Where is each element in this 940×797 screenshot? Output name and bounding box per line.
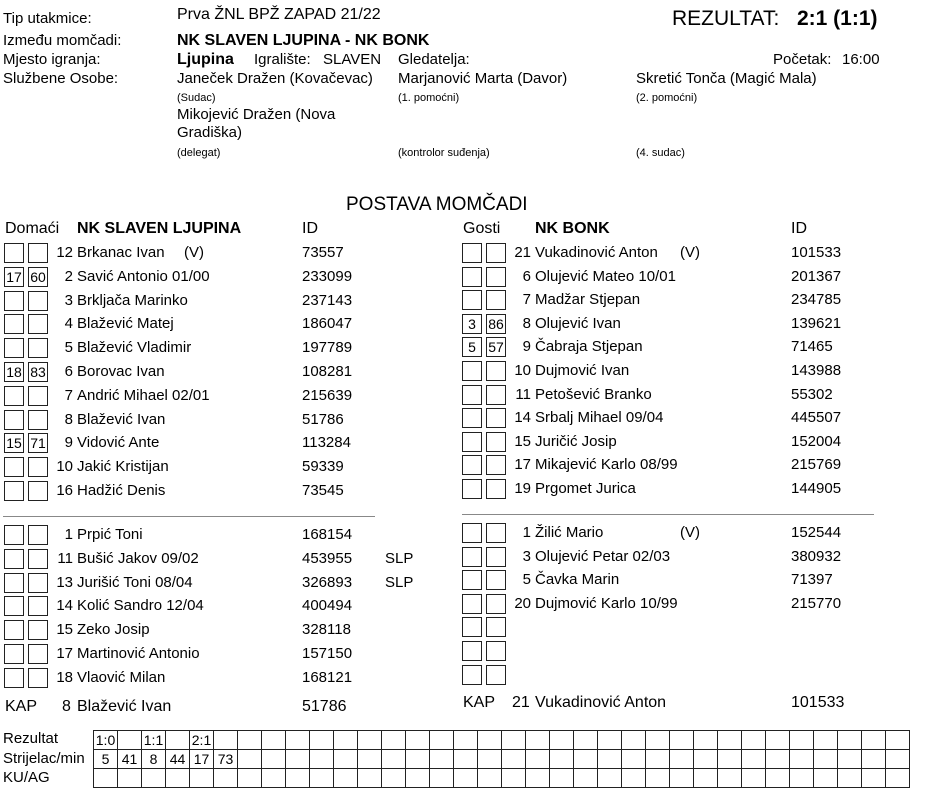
score-result-cell <box>742 731 766 750</box>
away-player-number: 6 <box>522 267 531 285</box>
score-scorer-cell <box>838 750 862 769</box>
home-minute-box-1: 18 <box>4 362 24 382</box>
score-kuag-cell <box>382 769 406 788</box>
score-scorer-cell <box>814 750 838 769</box>
away-player-number: 7 <box>522 291 531 309</box>
score-result-cell <box>622 731 646 750</box>
score-kuag-cell <box>142 769 166 788</box>
away-player-number: 15 <box>514 432 531 450</box>
home-player-number: 7 <box>64 386 73 404</box>
away-id-header: ID <box>791 220 807 237</box>
away-minute-box-1: 5 <box>462 337 482 357</box>
official-assistant1-name: Marjanović Marta (Davor) <box>398 70 568 87</box>
score-result-cell <box>430 731 454 750</box>
score-kuag-cell <box>478 769 502 788</box>
away-minute-box-1: 3 <box>462 314 482 334</box>
away-player-note: (V) <box>680 244 700 261</box>
home-captain-id: 51786 <box>302 698 347 715</box>
home-minute-box-1 <box>4 314 24 334</box>
away-player-number: 10 <box>514 362 531 379</box>
away-player-number: 9 <box>522 338 531 356</box>
away-player-name: Dujmović Ivan <box>535 362 630 379</box>
score-kuag-cell <box>190 769 214 788</box>
scoring-table <box>93 730 910 788</box>
home-minute-box-1 <box>4 668 24 688</box>
score-kuag-cell <box>766 769 790 788</box>
away-minute-box-1 <box>462 523 482 543</box>
score-scorer-cell <box>622 750 646 769</box>
score-scorer-cell <box>334 750 358 769</box>
teams: NK SLAVEN LJUPINA - NK BONK <box>177 32 430 49</box>
score-result-cell <box>838 731 862 750</box>
score-scorer-cell <box>862 750 886 769</box>
home-player-id: 186047 <box>302 315 353 333</box>
score-kuag-cell <box>670 769 694 788</box>
score-scorer-cell <box>430 750 454 769</box>
score-scorer-cell <box>766 750 790 769</box>
home-player-number: 9 <box>64 434 73 452</box>
score-result-cell <box>406 731 430 750</box>
spectators-label: Gledatelja: <box>398 51 470 68</box>
away-side-label: Gosti <box>463 220 501 237</box>
official-controller-role: (kontrolor suđenja) <box>398 147 490 159</box>
score-scorer-cell <box>262 750 286 769</box>
away-minute-box-1 <box>462 665 482 685</box>
home-player-id: 400494 <box>302 597 353 615</box>
away-player-name: Olujević Ivan <box>535 314 621 332</box>
score-scorer-cell <box>718 750 742 769</box>
home-player-name: Martinović Antonio <box>77 645 200 662</box>
official-delegate-name-2: Gradiška) <box>177 124 243 141</box>
score-result-cell <box>310 731 334 750</box>
away-player-name: Vukadinović Anton <box>535 244 658 261</box>
score-scorer-cell: 5 <box>94 750 118 769</box>
away-minute-box-1 <box>462 455 482 475</box>
home-player-id: 113284 <box>302 434 351 452</box>
score-result-cell <box>262 731 286 750</box>
home-player-id: 51786 <box>302 410 344 428</box>
home-captain-name: Blažević Ivan <box>77 698 172 715</box>
away-minute-box-1 <box>462 361 482 381</box>
official-assistant1-role: (1. pomoćni) <box>398 92 460 104</box>
away-player-id: 71465 <box>791 338 833 356</box>
away-player-id: 101533 <box>791 244 842 261</box>
score-result-cell <box>238 731 262 750</box>
home-player-extra: SLP <box>385 573 414 591</box>
home-id-header: ID <box>302 220 318 237</box>
score-kuag-cell <box>502 769 526 788</box>
away-minute-box-1 <box>462 570 482 590</box>
away-minute-box-1 <box>462 594 482 614</box>
start-time: 16:00 <box>842 51 880 68</box>
home-player-name: Blažević Vladimir <box>77 339 192 357</box>
away-minute-box-1 <box>462 617 482 637</box>
home-minute-box-1 <box>4 338 24 358</box>
home-minute-box-1 <box>4 549 24 569</box>
home-minute-box-1: 15 <box>4 433 24 453</box>
home-minute-box-1 <box>4 525 24 545</box>
away-player-number: 19 <box>514 480 531 497</box>
score-scorer-cell <box>598 750 622 769</box>
home-subs-divider <box>3 516 375 517</box>
score-result-cell <box>670 731 694 750</box>
away-captain-name: Vukadinović Anton <box>535 694 667 711</box>
home-player-id: 168154 <box>302 526 353 543</box>
home-player-id: 453955 <box>302 549 353 567</box>
home-side-label: Domaći <box>5 220 60 237</box>
home-minute-box-1 <box>4 410 24 430</box>
away-player-name: Dujmović Karlo 10/99 <box>535 594 678 612</box>
home-player-number: 13 <box>56 573 73 591</box>
home-player-name: Kolić Sandro 12/04 <box>77 597 204 615</box>
away-minute-box-1 <box>462 641 482 661</box>
home-player-number: 17 <box>56 645 73 662</box>
score-kuag-cell <box>94 769 118 788</box>
home-minute-box-1 <box>4 457 24 477</box>
away-team-name: NK BONK <box>535 220 610 237</box>
home-player-name: Jakić Kristijan <box>77 458 169 476</box>
score-scorer-cell <box>790 750 814 769</box>
away-player-id: 152544 <box>791 524 842 541</box>
score-kuag-cell <box>550 769 574 788</box>
score-scorer-cell <box>358 750 382 769</box>
away-player-note: (V) <box>680 524 700 541</box>
home-player-number: 18 <box>56 668 73 686</box>
score-scorer-cell <box>382 750 406 769</box>
away-minute-box-2: 57 <box>486 337 506 357</box>
away-captain-number: 21 <box>512 694 530 711</box>
score-kuag-cell <box>838 769 862 788</box>
official-fourth-role: (4. sudac) <box>636 147 685 159</box>
score-kuag-cell <box>862 769 886 788</box>
official-assistant2-role: (2. pomoćni) <box>636 92 698 104</box>
away-player-id: 380932 <box>791 547 842 565</box>
lineup-title: POSTAVA MOMČADI <box>346 194 528 215</box>
away-subs-divider <box>462 514 874 515</box>
home-minute-box-1 <box>4 644 24 664</box>
away-minute-box-1 <box>462 479 482 499</box>
home-player-name: Brkljača Marinko <box>77 291 188 309</box>
away-minute-box-2: 86 <box>486 314 506 334</box>
ground: SLAVEN <box>323 51 382 68</box>
score-scorer-cell: 41 <box>118 750 142 769</box>
away-player-id: 215770 <box>791 594 842 612</box>
score-kuag-cell <box>790 769 814 788</box>
score-result-cell <box>886 731 910 750</box>
score-result-cell <box>358 731 382 750</box>
score-result-cell <box>766 731 790 750</box>
home-player-id: 59339 <box>302 458 344 476</box>
home-player-number: 1 <box>64 526 73 543</box>
home-player-name: Brkanac Ivan <box>77 244 165 261</box>
home-minute-box-1 <box>4 620 24 640</box>
away-player-id: 143988 <box>791 362 842 379</box>
home-player-name: Vidović Ante <box>77 434 160 452</box>
score-result-cell <box>574 731 598 750</box>
score-scorer-label: Strijelac/min <box>3 750 85 767</box>
away-player-name: Prgomet Jurica <box>535 480 636 497</box>
away-player-name: Olujević Petar 02/03 <box>535 547 671 565</box>
score-scorer-cell <box>574 750 598 769</box>
away-captain-label: KAP <box>463 694 496 711</box>
home-player-id: 73557 <box>302 244 344 261</box>
away-player-id: 215769 <box>791 456 842 474</box>
home-player-name: Bušić Jakov 09/02 <box>77 549 199 567</box>
home-minute-box-1 <box>4 291 24 311</box>
away-player-number: 1 <box>522 524 531 541</box>
score-kuag-cell <box>718 769 742 788</box>
score-kuag-cell <box>358 769 382 788</box>
score-scorer-cell: 8 <box>142 750 166 769</box>
home-player-name: Blažević Matej <box>77 315 174 333</box>
away-player-number: 20 <box>514 594 531 612</box>
home-player-number: 8 <box>64 410 73 428</box>
score-kuag-cell <box>742 769 766 788</box>
home-player-name: Prpić Toni <box>77 526 143 543</box>
score-result-cell <box>718 731 742 750</box>
score-kuag-cell <box>574 769 598 788</box>
away-player-name: Petošević Branko <box>535 385 652 403</box>
venue: Ljupina <box>177 51 234 68</box>
score-kuag-cell <box>286 769 310 788</box>
away-player-id: 445507 <box>791 409 842 427</box>
home-player-number: 11 <box>57 549 73 567</box>
score-kuag-cell <box>118 769 142 788</box>
score-result-cell <box>550 731 574 750</box>
score-scorer-cell <box>502 750 526 769</box>
score-kuag-cell <box>646 769 670 788</box>
score-result-cell <box>478 731 502 750</box>
score-scorer-cell <box>526 750 550 769</box>
home-player-id: 168121 <box>302 668 353 686</box>
away-player-id: 139621 <box>791 314 842 332</box>
home-captain-number: 8 <box>62 698 71 715</box>
score-result-cell <box>286 731 310 750</box>
home-player-number: 4 <box>64 315 73 333</box>
score-scorer-cell <box>454 750 478 769</box>
away-player-name: Čavka Marin <box>535 571 620 589</box>
official-referee-role: (Sudac) <box>177 92 216 104</box>
score-scorer-cell <box>646 750 670 769</box>
home-player-number: 2 <box>64 267 73 285</box>
home-player-name: Andrić Mihael 02/01 <box>77 386 210 404</box>
officials-label: Službene Osobe: <box>3 70 119 87</box>
away-player-id: 234785 <box>791 291 842 309</box>
home-player-id: 326893 <box>302 573 353 591</box>
home-player-name: Jurišić Toni 08/04 <box>77 573 193 591</box>
home-minute-box-1 <box>4 481 24 501</box>
score-kuag-label: KU/AG <box>3 769 50 786</box>
score-result-cell <box>166 731 190 750</box>
score-scorer-cell <box>286 750 310 769</box>
away-captain-id: 101533 <box>791 694 845 711</box>
away-minute-box-1 <box>462 243 482 263</box>
score-result-cell <box>598 731 622 750</box>
score-scorer-cell <box>406 750 430 769</box>
home-player-id: 108281 <box>302 363 353 380</box>
score-kuag-cell <box>166 769 190 788</box>
home-player-number: 10 <box>56 458 73 476</box>
score-scorer-cell <box>550 750 574 769</box>
away-player-id: 152004 <box>791 432 842 450</box>
home-player-name: Hadžić Denis <box>77 482 166 499</box>
away-player-id: 71397 <box>791 571 833 589</box>
home-player-id: 328118 <box>302 621 351 639</box>
home-minute-box-2: 60 <box>28 267 48 287</box>
away-player-number: 8 <box>522 314 531 332</box>
away-minute-box-1 <box>462 408 482 428</box>
home-player-name: Borovac Ivan <box>77 363 165 380</box>
score-result-cell <box>862 731 886 750</box>
away-player-id: 55302 <box>791 385 833 403</box>
home-player-id: 197789 <box>302 339 353 357</box>
away-player-number: 5 <box>522 571 531 589</box>
official-delegate-role: (delegat) <box>177 147 221 159</box>
official-delegate-name-1: Mikojević Dražen (Nova <box>177 106 336 123</box>
home-minute-box-1 <box>4 573 24 593</box>
away-player-number: 11 <box>515 385 531 403</box>
home-player-number: 14 <box>56 597 73 615</box>
away-minute-box-1 <box>462 290 482 310</box>
official-assistant2-name: Skretić Tonča (Magić Mala) <box>636 70 817 87</box>
score-result-cell <box>454 731 478 750</box>
score-scorer-cell <box>670 750 694 769</box>
final-result: 2:1 (1:1) <box>797 7 878 30</box>
score-result-cell <box>118 731 142 750</box>
home-player-id: 73545 <box>302 482 344 499</box>
score-kuag-cell <box>526 769 550 788</box>
score-scorer-cell <box>886 750 910 769</box>
away-player-id: 201367 <box>791 267 842 285</box>
score-kuag-cell <box>814 769 838 788</box>
home-minute-box-2: 83 <box>28 362 48 382</box>
score-result-cell <box>814 731 838 750</box>
away-player-number: 3 <box>522 547 531 565</box>
home-player-name: Blažević Ivan <box>77 410 166 428</box>
home-minute-box-1 <box>4 243 24 263</box>
home-player-extra: SLP <box>385 549 414 567</box>
away-player-name: Juričić Josip <box>535 432 617 450</box>
score-result-cell <box>334 731 358 750</box>
home-minute-box-1 <box>4 386 24 406</box>
official-referee-name: Janeček Dražen (Kovačevac) <box>177 70 373 87</box>
score-kuag-cell <box>262 769 286 788</box>
score-result-label: Rezultat <box>3 730 59 747</box>
away-minute-box-1 <box>462 432 482 452</box>
away-player-name: Srbalj Mihael 09/04 <box>535 409 664 427</box>
home-player-number: 5 <box>64 339 73 357</box>
score-scorer-cell: 17 <box>190 750 214 769</box>
home-player-number: 12 <box>56 244 73 261</box>
away-player-name: Mikajević Karlo 08/99 <box>535 456 678 474</box>
away-minute-box-2 <box>486 665 506 685</box>
away-minute-box-1 <box>462 385 482 405</box>
home-team-name: NK SLAVEN LJUPINA <box>77 220 242 237</box>
score-result-cell <box>526 731 550 750</box>
teams-label: Između momčadi: <box>3 32 122 49</box>
score-result-cell: 2:1 <box>190 731 214 750</box>
score-kuag-cell <box>334 769 358 788</box>
home-captain-label: KAP <box>5 698 38 715</box>
score-scorer-cell: 73 <box>214 750 238 769</box>
home-player-id: 237143 <box>302 291 353 309</box>
home-minute-box-2: 71 <box>28 433 48 453</box>
score-result-cell <box>382 731 406 750</box>
score-result-cell: 1:1 <box>142 731 166 750</box>
score-scorer-cell <box>478 750 502 769</box>
home-player-id: 233099 <box>302 267 353 285</box>
away-player-id: 144905 <box>791 480 842 497</box>
away-player-name: Čabraja Stjepan <box>535 338 643 356</box>
score-result-cell <box>694 731 718 750</box>
home-player-id: 157150 <box>302 645 353 662</box>
score-scorer-cell <box>742 750 766 769</box>
score-result-cell <box>646 731 670 750</box>
score-kuag-cell <box>214 769 238 788</box>
score-result-cell <box>790 731 814 750</box>
away-player-name: Madžar Stjepan <box>535 291 641 309</box>
away-player-name: Olujević Mateo 10/01 <box>535 267 676 285</box>
ground-label: Igralište: <box>254 51 311 68</box>
away-minute-box-1 <box>462 267 482 287</box>
score-kuag-cell <box>886 769 910 788</box>
match-type: Prva ŽNL BPŽ ZAPAD 21/22 <box>177 6 381 23</box>
away-minute-box-2 <box>486 617 506 637</box>
score-result-cell: 1:0 <box>94 731 118 750</box>
score-scorer-cell: 44 <box>166 750 190 769</box>
home-minute-box-1: 17 <box>4 267 24 287</box>
home-player-number: 3 <box>64 291 73 309</box>
away-player-number: 17 <box>514 456 531 474</box>
score-kuag-cell <box>598 769 622 788</box>
away-player-name: Žilić Mario <box>535 524 604 541</box>
result-label: REZULTAT: <box>672 7 780 30</box>
venue-label: Mjesto igranja: <box>3 51 101 68</box>
score-kuag-cell <box>694 769 718 788</box>
home-player-name: Savić Antonio 01/00 <box>77 267 210 285</box>
score-kuag-cell <box>622 769 646 788</box>
home-player-number: 6 <box>64 363 73 380</box>
score-kuag-cell <box>406 769 430 788</box>
match-type-label: Tip utakmice: <box>3 10 92 27</box>
score-kuag-cell <box>310 769 334 788</box>
away-minute-box-1 <box>462 547 482 567</box>
score-kuag-cell <box>454 769 478 788</box>
score-scorer-cell <box>310 750 334 769</box>
score-scorer-cell <box>238 750 262 769</box>
home-player-number: 16 <box>56 482 73 499</box>
score-result-cell <box>502 731 526 750</box>
score-kuag-cell <box>238 769 262 788</box>
home-minute-box-1 <box>4 596 24 616</box>
home-player-name: Zeko Josip <box>77 621 150 639</box>
away-player-number: 14 <box>514 409 531 427</box>
start-label: Početak: <box>773 51 832 68</box>
home-player-note: (V) <box>184 244 204 261</box>
score-kuag-cell <box>430 769 454 788</box>
home-player-id: 215639 <box>302 386 353 404</box>
home-player-number: 15 <box>56 621 73 639</box>
score-result-cell <box>214 731 238 750</box>
score-scorer-cell <box>694 750 718 769</box>
home-player-name: Vlaović Milan <box>77 668 166 686</box>
away-player-number: 21 <box>514 244 531 261</box>
away-minute-box-2 <box>486 641 506 661</box>
